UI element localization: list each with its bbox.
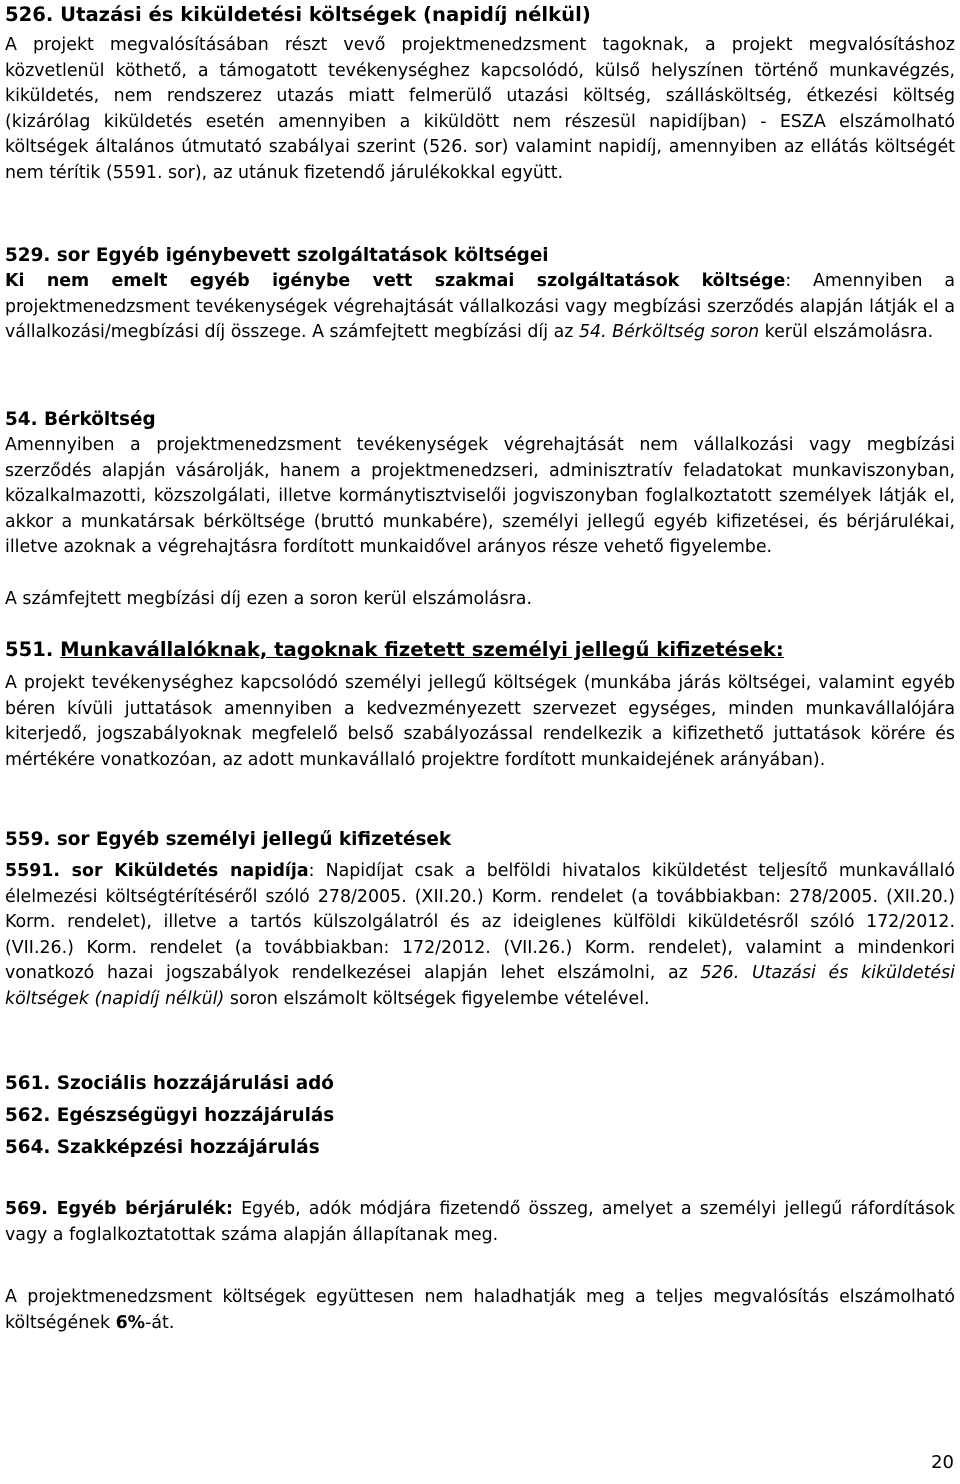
paragraph-529-ref: 54. Bérköltség soron — [578, 322, 760, 343]
paragraph-final-tail: -át. — [145, 1312, 175, 1333]
heading-526-number: 526. — [5, 3, 54, 26]
paragraph-5591-body: : Napidíjat csak a belföldi hivatalos kiküldetést teljesítő munkavállaló élelmezési költségtérítéséről szóló 278/2005. (XII.20.) Korm. rendelet (a továbbiakban: 278/2005. (XII.20.) Korm. rendelet), illetve a tartós külszolgálatról és az ideiglenes külföldi kiküldetésről szóló 172/2012. (VII.26.) Korm. rendelet (a továbbiakban: 172/2012. (VII.26.) Korm. rendelet), valamint a mindenkori vonatkozó hazai jogszabályok rendelkezései alapján lehet elszámolni, az — [5, 861, 955, 984]
paragraph-529-body: : Amennyiben a projektmenedzsment tevékenységek végrehajtását vállalkozási vagy megbízási szerződés alapján látják el a vállalkozási/megbízási díj összege. A számfejtett megbízási díj az — [5, 271, 956, 343]
heading-559: 559. sor Egyéb személyi jellegű kifizetések — [5, 829, 452, 850]
heading-526 — [5, 2, 591, 28]
heading-551 — [5, 637, 784, 663]
heading-562: 562. Egészségügyi hozzájárulás — [5, 1105, 335, 1126]
heading-54-title: Bérköltség — [44, 409, 156, 430]
paragraph-569 — [5, 1197, 955, 1248]
paragraph-54: Amennyiben a projektmenedzsment tevékenységek végrehajtását nem vállalkozási vagy megbízási szerződés alapján vásárolják, hanem a projektmenedzseri, adminisztratív feladatokat munkaviszonyban, közalkalmazotti, közszolgálati, illetve kormánytisztviselői jogviszonyban foglalkoztatott személyek látják el, akkor a munkatársak bérköltsége (bruttó munkabére), személyi jellegű egyéb kifizetései, és bérjárulékai, illetve azoknak a végrehajtásra fordított munkaidővel arányos része vehető figyelembe. — [5, 435, 955, 558]
heading-564: 564. Szakképzési hozzájárulás — [5, 1137, 320, 1158]
paragraph-529 — [5, 269, 955, 346]
heading-529-number: 529. — [5, 245, 51, 266]
heading-526-title: Utazási és kiküldetési költségek (napidíj nélkül) — [60, 3, 591, 26]
paragraph-569-lead: 569. Egyéb bérjárulék: — [5, 1199, 233, 1219]
heading-529-title: sor Egyéb igénybevett szolgáltatások költségei — [56, 245, 549, 266]
paragraph-529-lead: Ki nem emelt egyéb igénybe vett szakmai szolgáltatások költsége — [5, 271, 786, 291]
paragraph-54-note: A számfejtett megbízási díj ezen a soron kerül elszámolásra. — [5, 589, 532, 609]
paragraph-final — [5, 1285, 955, 1336]
paragraph-526: A projekt megvalósításában részt vevő projektmenedzsment tagoknak, a projekt megvalósításhoz közvetlenül köthető, a támogatott tevékenységhez kapcsolódó, külső helyszínen történő munkavégzés, kiküldetés, nem rendszerez utazás miatt felmerülő utazási költség, szállásköltség, étkezési költség (kizárólag kiküldetés esetén amennyiben a kiküldött nem részesül napidíjban) - ESZA elszámolható költségek általános útmutató szabályai szerint (526. sor) valamint napidíj, amennyiben az ellátás költségét nem térítik (5591. sor), az utánuk fizetendő járulékokkal együtt. — [5, 35, 955, 183]
paragraph-5591-lead: 5591. sor Kiküldetés napidíja — [5, 861, 309, 881]
paragraph-551: A projekt tevékenységhez kapcsolódó személyi jellegű költségek (munkába járás költségei, valamint egyéb béren kívüli juttatások amennyiben a kedvezményezett szervezet egységes, minden munkavállalójára kiterjedő, jogszabályoknak megfelelő belső szabályozással rendelkezik a kifizethető juttatások körére és mértékére vonatkozóan, az adott munkavállaló projektre fordított munkaidejének arányában). — [5, 673, 955, 770]
heading-561: 561. Szociális hozzájárulási adó — [5, 1073, 334, 1094]
heading-551-title: Munkavállalóknak, tagoknak fizetett személyi jellegű kifizetések: — [60, 638, 784, 661]
heading-54-number: 54. — [5, 409, 38, 430]
paragraph-5591-tail: soron elszámolt költségek figyelembe vételével. — [224, 988, 650, 1009]
heading-551-number: 551. — [5, 638, 54, 661]
page-number: 20 — [931, 1452, 954, 1473]
paragraph-final-percent: 6% — [115, 1312, 146, 1333]
paragraph-529-tail: kerül elszámolásra. — [759, 322, 934, 343]
heading-54 — [5, 407, 156, 433]
paragraph-5591-ref: 526. Utazási és kiküldetési költségek (napidíj nélkül) — [5, 963, 955, 1009]
paragraph-5591 — [5, 859, 955, 1013]
paragraph-569-body: Egyéb, adók módjára fizetendő összeg, amelyet a személyi jellegű ráfordítások vagy a foglalkoztatottak száma alapján állapítanak meg. — [5, 1199, 955, 1245]
paragraph-final-body: A projektmenedzsment költségek együttesen nem haladhatják meg a teljes megvalósítás elszámolható költségének — [5, 1287, 955, 1333]
heading-529 — [5, 243, 549, 269]
